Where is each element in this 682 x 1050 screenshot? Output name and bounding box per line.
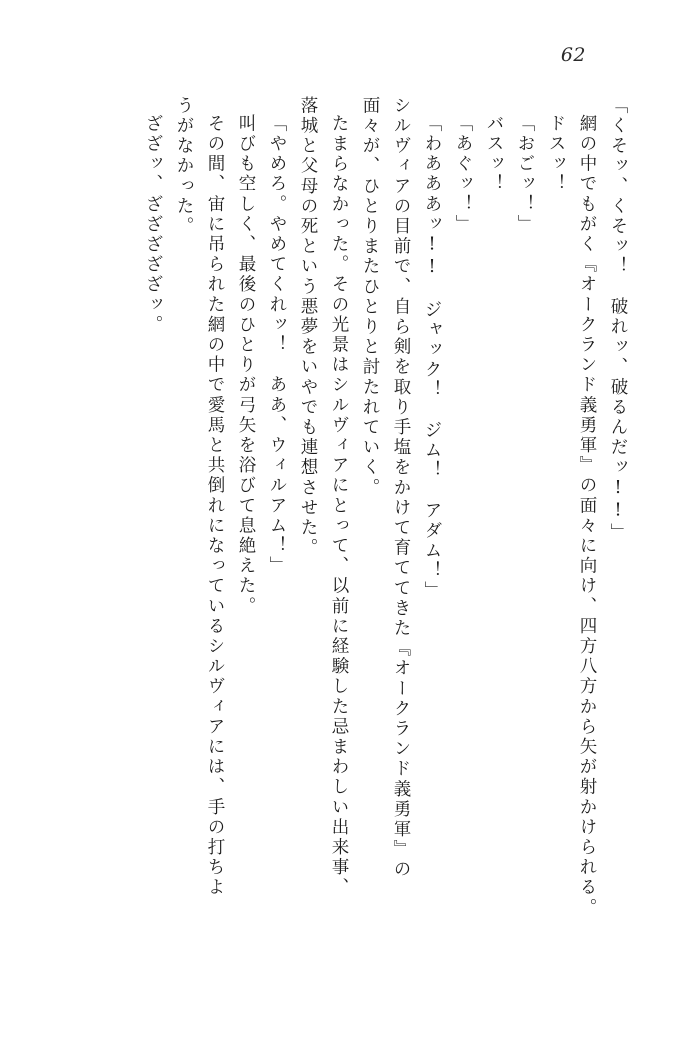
text-line: シルヴィアの目前で、自ら剣を取り手塩をかけて育ててきた『オークランド義勇軍』の: [391, 96, 411, 880]
text-line: ドスッ！: [546, 114, 566, 195]
text-line: うがなかった。: [174, 96, 194, 237]
text-line: ざざッ、ざざざざざッ。: [143, 114, 163, 336]
text-line: 落城と父母の死という悪夢をいやでも連想させた。: [298, 96, 318, 559]
text-line: 「くそッ、くそッ！ 破れッ、破るんだッ!!」: [608, 96, 628, 544]
text-line: 叫びも空しく、最後のひとりが弓矢を浴びて息絶えた。: [236, 114, 256, 617]
text-line: たまらなかった。その光景はシルヴィアにとって、以前に経験した忌まわしい出来事、: [329, 114, 349, 898]
text-line: 面々が、ひとりまたひとりと討たれていく。: [360, 96, 380, 498]
text-line: 「あぐッ！」: [453, 114, 473, 235]
vertical-text-block: [56, 96, 626, 976]
text-line: 「おごッ！」: [515, 114, 535, 235]
text-line: バスッ！: [484, 114, 504, 195]
text-line: 網の中でもがく『オークランド義勇軍』の面々に向け、四方八方から矢が射かけられる。: [577, 114, 597, 918]
text-line: 「わあああッ!! ジャック！ ジム！ アダム！」: [422, 114, 442, 602]
page-number: 62: [560, 44, 586, 66]
text-line: 「やめろ。やめてくれッ！ ああ、ウィルアム！」: [267, 114, 287, 577]
text-line: その間、宙に吊られた網の中で愛馬と共倒れになっているシルヴィアには、手の打ちよ: [205, 114, 225, 898]
